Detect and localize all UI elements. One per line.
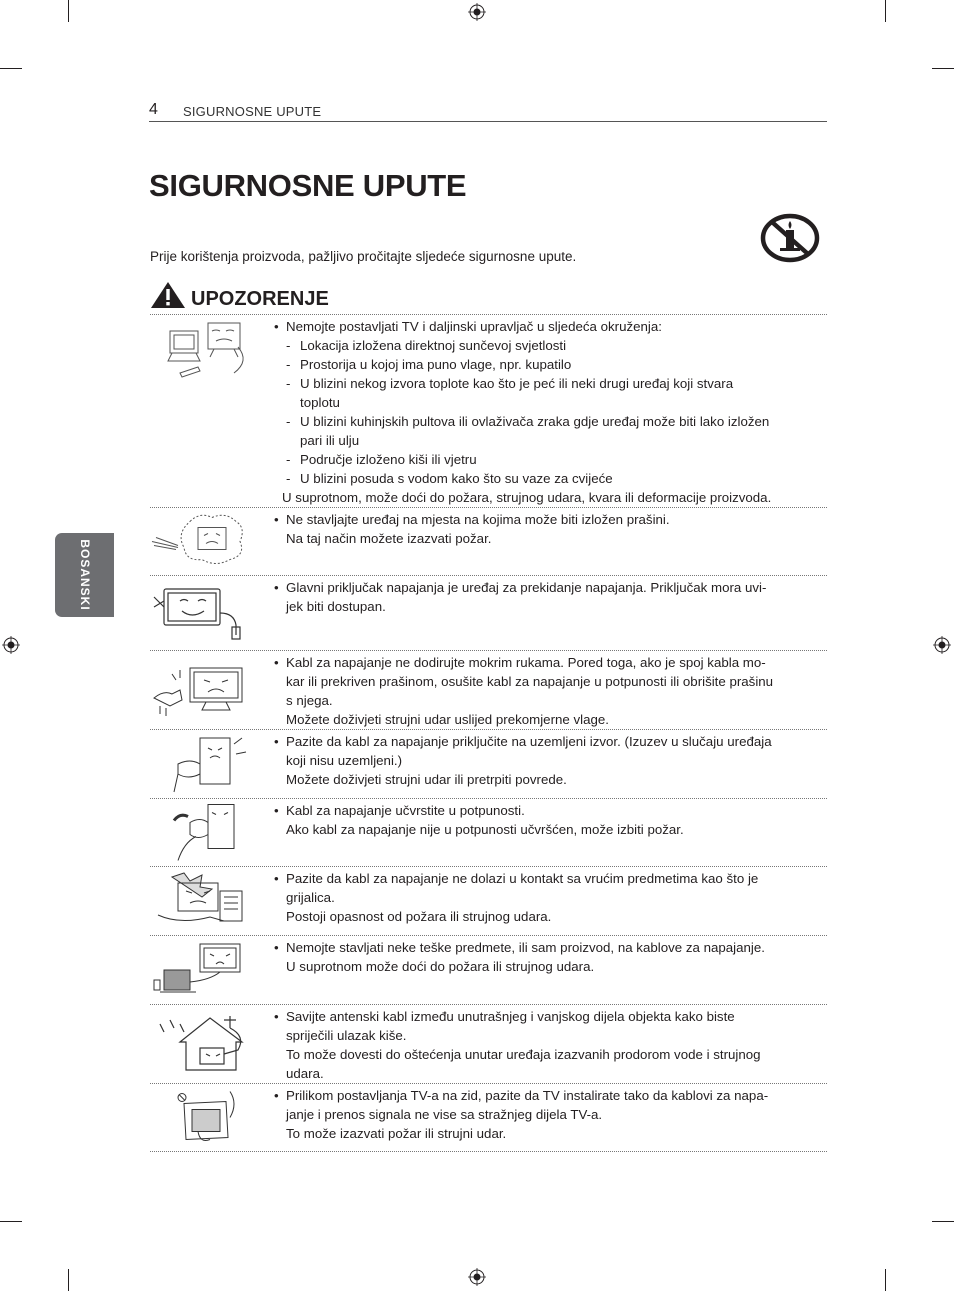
warning-item [150, 729, 827, 798]
language-tab-label: BOSANSKI [77, 539, 92, 611]
consequence-line: U suprotnom, može doći do požara, strujnog udara, kvara ili deformacije proizvoda. [282, 490, 772, 505]
wall-mount-cable-illustration-icon [150, 1086, 260, 1149]
dust-tv-illustration-icon [150, 510, 260, 573]
sub-item: - U blizini nekog izvora toplote kao što je peć ili neki drugi uređaj koji stvara [274, 374, 827, 393]
plug-secure-illustration-icon [150, 801, 260, 864]
warning-label: UPOZORENJE [191, 288, 329, 310]
heavy-object-cable-illustration-icon [150, 938, 260, 1002]
continuation-line: To može dovesti do oštećenja unutar uređaja izazvanih prodorom vode i strujnog [286, 1047, 761, 1062]
crop-mark [885, 0, 886, 22]
plug-accessible-illustration-icon [150, 578, 260, 648]
continuation-line: s njega. [286, 693, 333, 708]
sub-item-continuation: toplotu [300, 395, 340, 410]
crop-mark [932, 1221, 954, 1222]
bullet-line: • Glavni priključak napajanja je uređaj za prekidanje napajanja. Priključak mora uvi- [274, 578, 827, 597]
sub-item: - Prostorija u kojoj ima puno vlage, npr. kupatilo [274, 355, 827, 374]
registration-mark-icon [933, 636, 951, 654]
crop-mark [0, 1221, 22, 1222]
bullet-line: • Nemojte stavljati neke teške predmete, ili sam proizvod, na kablove za napajanje. [274, 938, 827, 957]
warning-triangle-icon [150, 281, 186, 309]
warning-text [274, 867, 827, 926]
tv-environment-illustration-icon [150, 317, 260, 505]
continuation-line: Postoji opasnost od požara ili strujnog udara. [286, 909, 552, 924]
sub-item: - Lokacija izložena direktnoj sunčevoj svjetlosti [274, 336, 827, 355]
sub-item-continuation: pari ili ulju [300, 433, 360, 448]
bullet-line: • Pazite da kabl za napajanje priključite na uzemljeni izvor. (Izuzev u slučaju uređaja [274, 732, 827, 751]
warning-text [274, 936, 827, 976]
warning-item [150, 798, 827, 866]
warning-text [274, 508, 827, 548]
crop-mark [932, 68, 954, 69]
no-candle-icon [760, 212, 820, 264]
continuation-line: To može izazvati požar ili strujni udar. [286, 1126, 507, 1141]
sub-item: - Područje izloženo kiši ili vjetru [274, 450, 827, 469]
bullet-line: • Ne stavljajte uređaj na mjesta na kojima može biti izložen prašini. [274, 510, 827, 529]
warning-item [150, 935, 827, 1004]
continuation-line: janje i prenos signala ne vise sa stražnjeg dijela TV-a. [286, 1107, 603, 1122]
warning-item [150, 507, 827, 575]
continuation-line: Ako kabl za napajanje nije u potpunosti učvršćen, može izbiti požar. [286, 822, 684, 837]
page-number: 4 [149, 101, 158, 118]
bullet-line: • Prilikom postavljanja TV-a na zid, pazite da TV instalirate tako da kablovi za napa- [274, 1086, 827, 1105]
bullet-line: • Savijte antenski kabl između unutrašnjeg i vanjskog dijela objekta kako biste [274, 1007, 827, 1026]
continuation-line: Na taj način možete izazvati požar. [286, 531, 492, 546]
warning-item [150, 1083, 827, 1152]
warning-text [274, 1005, 827, 1083]
bullet-line: • Nemojte postavljati TV i daljinski upravljač u sljedeća okruženja: [274, 317, 827, 336]
continuation-line: U suprotnom može doći do požara ili strujnog udara. [286, 959, 595, 974]
continuation-line: Možete doživjeti strujni udar uslijed prekomjerne vlage. [286, 712, 609, 727]
registration-mark-icon [2, 636, 20, 654]
continuation-line: jek biti dostupan. [286, 599, 386, 614]
heater-cable-illustration-icon [150, 869, 260, 933]
warning-text [274, 1084, 827, 1143]
continuation-line: Možete doživjeti strujni udar ili pretrpiti povrede. [286, 772, 567, 787]
sub-item: - U blizini kuhinjskih pultova ili ovlaživača zraka gdje uređaj može biti lako izložen [274, 412, 827, 431]
continuation-line: grijalica. [286, 890, 335, 905]
intro-text: Prije korištenja proizvoda, pažljivo pročitajte sljedeće sigurnosne upute. [150, 249, 577, 264]
bullet-line: • Pazite da kabl za napajanje ne dolazi u kontakt sa vrućim predmetima kao što je [274, 869, 827, 888]
running-header: SIGURNOSNE UPUTE [183, 104, 322, 119]
warning-item [150, 866, 827, 935]
warning-item [150, 1004, 827, 1083]
page-title: SIGURNOSNE UPUTE [149, 168, 467, 203]
continuation-line: spriječili ulazak kiše. [286, 1028, 407, 1043]
antenna-house-illustration-icon [150, 1007, 260, 1081]
warning-text [274, 315, 827, 507]
warning-text [274, 799, 827, 839]
crop-mark [68, 1269, 69, 1291]
registration-mark-icon [468, 1268, 486, 1286]
language-tab [55, 533, 114, 617]
warning-text [274, 730, 827, 789]
continuation-line: kar ili prekriven prašinom, osušite kabl za napajanje u potpunosti ili obrišite prašinu [286, 674, 774, 689]
registration-mark-icon [468, 3, 486, 21]
bullet-line: • Kabl za napajanje ne dodirujte mokrim rukama. Pored toga, ako je spoj kabla mo- [274, 653, 827, 672]
warning-item [150, 650, 827, 729]
continuation-line: udara. [286, 1066, 324, 1081]
header-rule [149, 121, 827, 122]
continuation-line: koji nisu uzemljeni.) [286, 753, 403, 768]
warning-item [150, 314, 827, 507]
wet-hands-illustration-icon [150, 653, 260, 727]
sub-item: - U blizini posuda s vodom kako što su vaze za cvijeće [274, 469, 827, 488]
crop-mark [68, 0, 69, 22]
crop-mark [885, 1269, 886, 1291]
warning-list [150, 314, 827, 1152]
crop-mark [0, 68, 22, 69]
warning-text [274, 651, 827, 729]
warning-text [274, 576, 827, 616]
grounded-outlet-illustration-icon [150, 732, 260, 796]
warning-item [150, 575, 827, 650]
bullet-line: • Kabl za napajanje učvrstite u potpunosti. [274, 801, 827, 820]
